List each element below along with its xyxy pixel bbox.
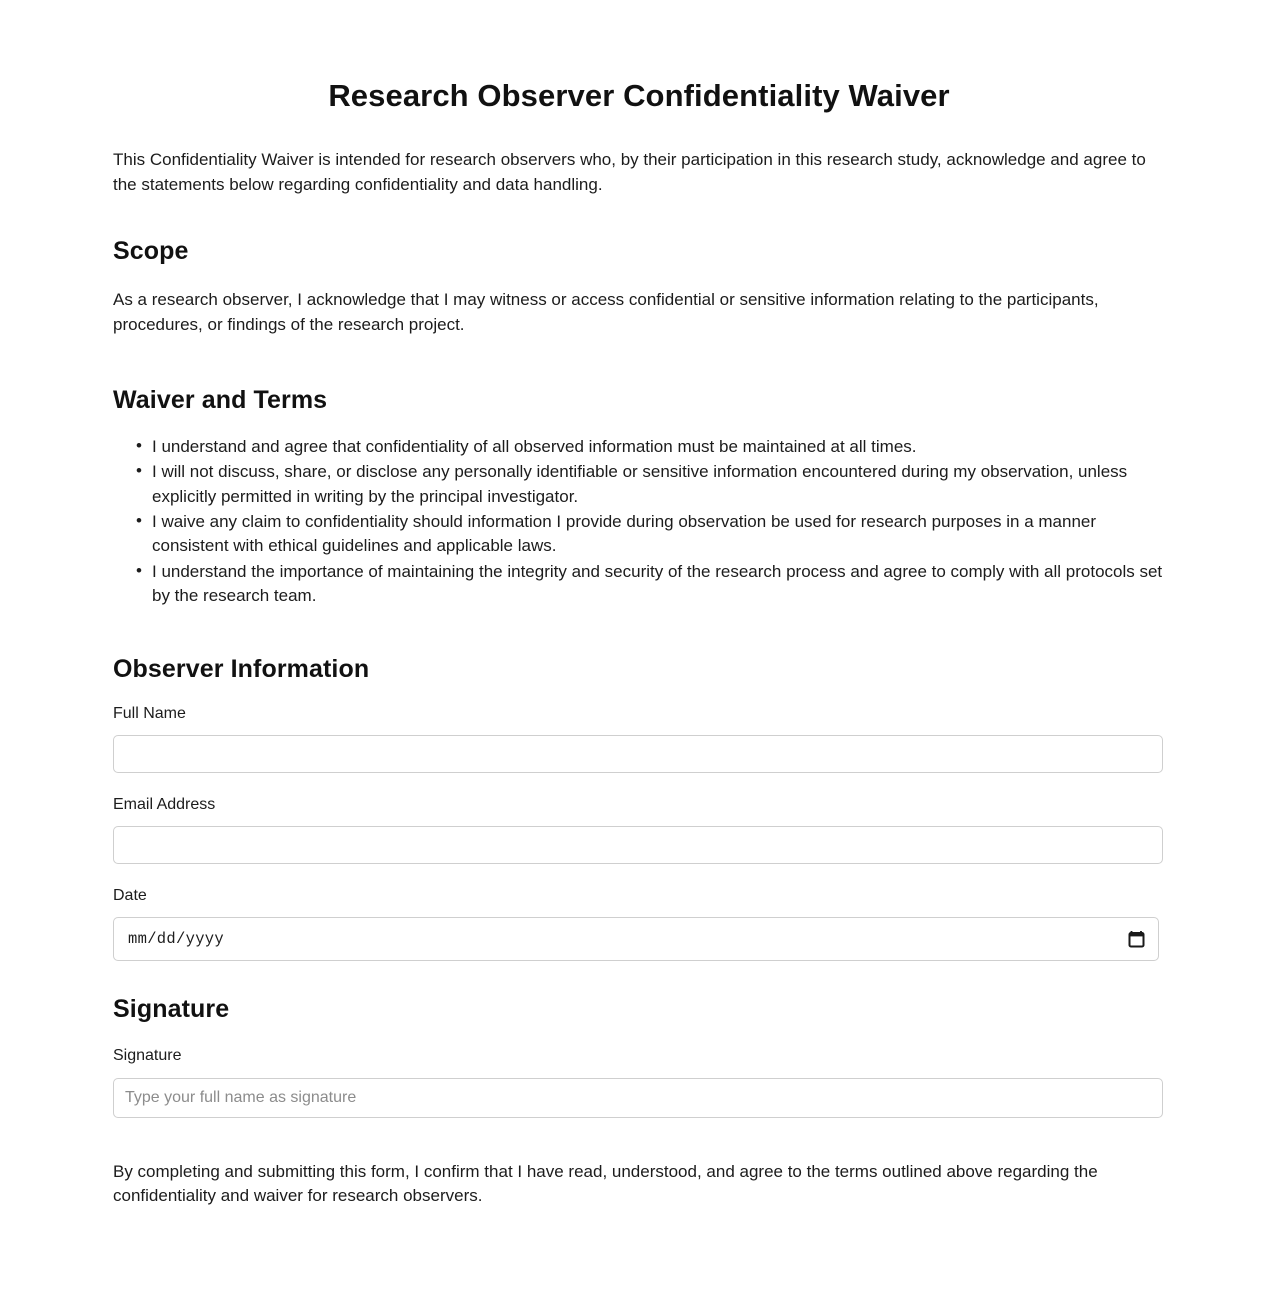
scope-paragraph: As a research observer, I acknowledge that I may witness or access confidential or sensitive information relating to the participants, procedures, or findings of the research project.: [113, 290, 1099, 334]
page-title: Research Observer Confidentiality Waiver: [328, 78, 950, 113]
email-field-group: [113, 795, 1165, 864]
signature-label: Signature: [113, 1047, 182, 1065]
waiver-terms-list: [113, 435, 1165, 609]
list-item: • I understand the importance of maintaining the integrity and security of the research process and agree to comply with all protocols set by the research team.: [152, 560, 1165, 609]
scope-section: [113, 237, 1165, 337]
full-name-field-group: [113, 704, 1165, 773]
scope-heading: Scope: [113, 237, 189, 266]
calendar-icon[interactable]: [1128, 931, 1145, 948]
email-input[interactable]: [113, 826, 1163, 864]
observer-information-heading: Observer Information: [113, 654, 370, 683]
signature-input[interactable]: [113, 1078, 1163, 1118]
signature-section: [113, 995, 1165, 1117]
list-item: • I will not discuss, share, or disclose any personally identifiable or sensitive information encountered during my observation, unless explicitly permitted in writing by the principal investigator.: [152, 460, 1165, 509]
closing-paragraph: By completing and submitting this form, I confirm that I have read, understood, and agree to the terms outlined above regarding the confidentiality and waiver for research observers.: [113, 1161, 1098, 1206]
date-placeholder-text: mm/dd/yyyy: [128, 930, 225, 949]
observer-information-section: [113, 655, 1165, 962]
date-input[interactable]: [113, 917, 1159, 961]
waiver-document: [113, 0, 1165, 1209]
signature-heading: Signature: [113, 995, 230, 1024]
signature-field-group: [113, 1046, 1165, 1117]
intro-paragraph: This Confidentiality Waiver is intended for research observers who, by their participation in this research study, acknowledge and agree to the statements below regarding confidentiality and data handling.: [113, 150, 1146, 194]
waiver-terms-section: [113, 386, 1165, 609]
list-item: • I understand and agree that confidentiality of all observed information must be maintained at all times.: [152, 435, 1165, 459]
list-item: • I waive any claim to confidentiality should information I provide during observation be used for research purposes in a manner consistent with ethical guidelines and applicable laws.: [152, 510, 1165, 559]
date-label: Date: [113, 887, 147, 905]
full-name-label: Full Name: [113, 704, 186, 722]
full-name-input[interactable]: [113, 735, 1163, 773]
date-input-row: [113, 917, 1159, 961]
date-field-group: [113, 886, 1165, 961]
waiver-terms-heading: Waiver and Terms: [113, 385, 328, 414]
email-label: Email Address: [113, 796, 216, 814]
